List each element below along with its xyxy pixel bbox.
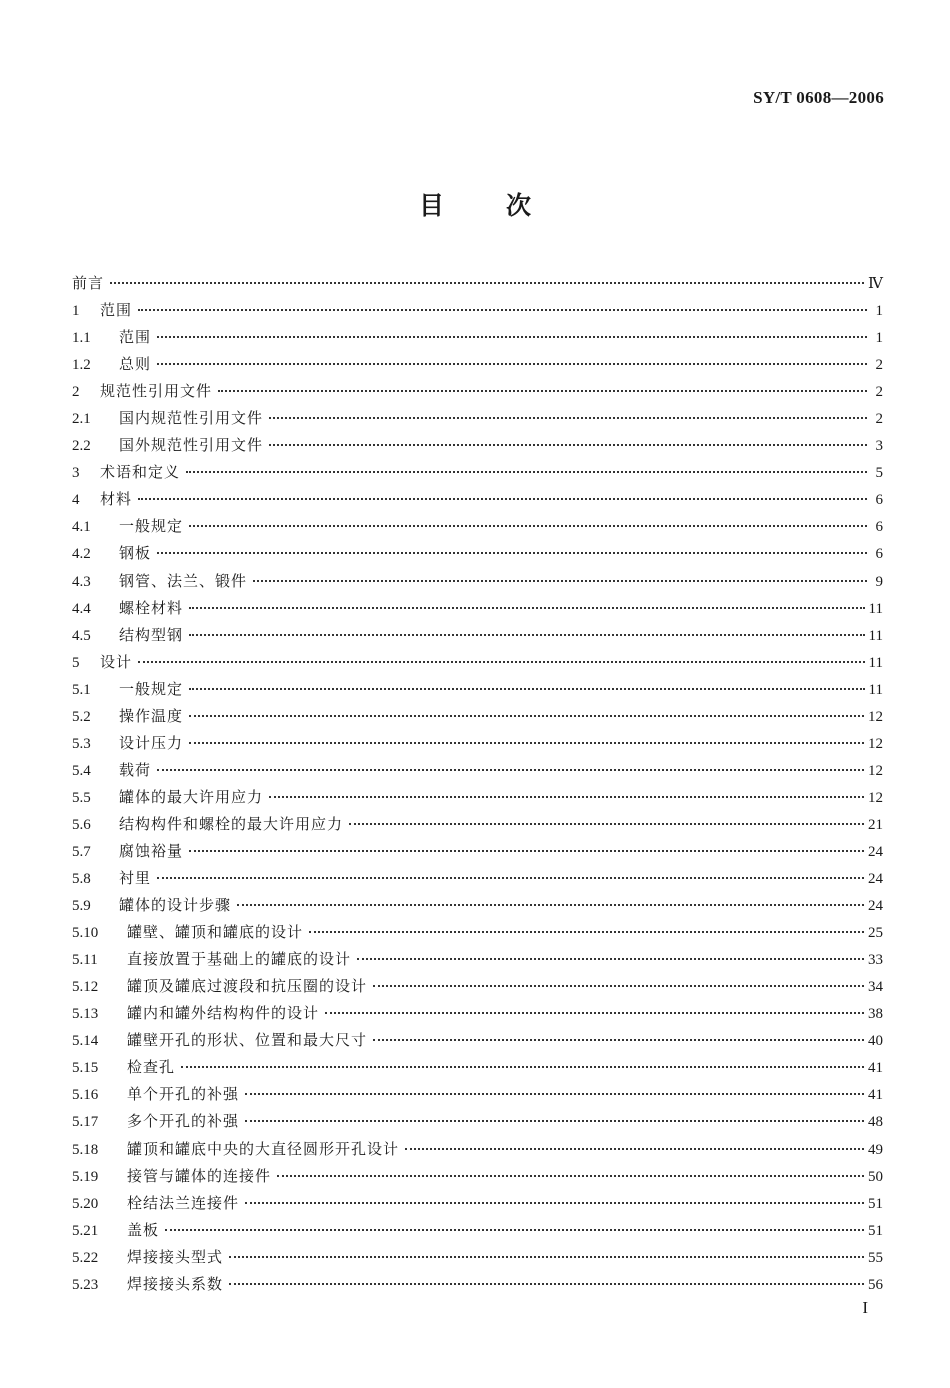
toc-entry-title: 焊接接头系数 — [127, 1274, 224, 1293]
toc-entry-number: 5 — [72, 654, 80, 671]
standard-code: SY/T 0608—2006 — [753, 88, 884, 107]
toc-entry-number: 5.2 — [72, 708, 91, 725]
toc-entry-page: 2 — [875, 384, 883, 401]
toc-entry-page: 5 — [875, 465, 883, 482]
toc-entry-number: 5.8 — [72, 871, 91, 888]
toc-entry[interactable] — [72, 1190, 883, 1217]
toc-entry-page: 11 — [868, 600, 883, 617]
toc-dot-leader — [245, 1093, 864, 1095]
toc-entry-number: 5.7 — [72, 843, 91, 860]
toc-entry-number: 5.4 — [72, 762, 91, 779]
toc-entry-page: 56 — [868, 1276, 883, 1293]
toc-entry-page: 1 — [875, 303, 883, 320]
toc-entry[interactable] — [72, 270, 883, 297]
toc-entry-page: 40 — [868, 1033, 883, 1050]
toc-dot-leader — [157, 336, 867, 338]
toc-entry-title: 罐内和罐外结构构件的设计 — [127, 1004, 320, 1023]
toc-entry[interactable] — [72, 676, 883, 703]
toc-dot-leader — [181, 1066, 864, 1068]
toc-entry-number: 4.3 — [72, 573, 91, 590]
toc-dot-leader — [253, 580, 867, 582]
toc-entry-page: 12 — [868, 735, 883, 752]
toc-entry[interactable] — [72, 378, 883, 405]
toc-entry-page: 49 — [868, 1141, 883, 1158]
toc-dot-leader — [245, 1202, 864, 1204]
toc-dot-leader — [189, 525, 867, 527]
toc-entry-title: 罐顶及罐底过渡段和抗压圈的设计 — [127, 977, 368, 996]
toc-dot-leader — [157, 877, 864, 879]
toc-entry-page: 9 — [875, 573, 883, 590]
toc-entry-number: 1.2 — [72, 357, 91, 374]
toc-entry-number: 5.12 — [72, 979, 99, 996]
toc-entry-page: 51 — [868, 1222, 883, 1239]
toc-entry-number: 5.19 — [72, 1168, 99, 1185]
toc-entry-number: 5.18 — [72, 1141, 99, 1158]
toc-dot-leader — [138, 498, 867, 500]
toc-entry-page: 3 — [875, 438, 883, 455]
toc-entry-title: 范围 — [119, 328, 152, 347]
toc-entry-title: 前言 — [72, 274, 105, 292]
toc-dot-leader — [325, 1012, 864, 1014]
toc-entry-page: 25 — [868, 925, 883, 942]
toc-entry-title: 钢板 — [119, 544, 152, 563]
toc-entry-number: 5.21 — [72, 1222, 99, 1239]
toc-entry[interactable] — [72, 892, 883, 919]
toc-entry[interactable] — [72, 540, 883, 567]
toc-entry-page: 55 — [868, 1249, 883, 1266]
toc-entry-number: 4.4 — [72, 600, 91, 617]
toc-entry[interactable] — [72, 1000, 883, 1027]
toc-dot-leader — [189, 607, 865, 609]
toc-entry-page: 33 — [868, 952, 883, 969]
toc-entry-title: 盖板 — [127, 1220, 160, 1239]
toc-entry-number: 1.1 — [72, 330, 91, 347]
toc-entry-title: 国内规范性引用文件 — [119, 409, 264, 428]
toc-entry-page: 38 — [868, 1006, 883, 1023]
toc-dot-leader — [189, 715, 864, 717]
toc-entry[interactable] — [72, 568, 883, 595]
toc-entry[interactable] — [72, 1217, 883, 1244]
toc-dot-leader — [110, 282, 864, 284]
toc-entry-page: 51 — [868, 1195, 883, 1212]
toc-entry-page: 12 — [868, 789, 883, 806]
toc-entry-title: 栓结法兰连接件 — [127, 1193, 240, 1212]
toc-entry-page: 24 — [868, 898, 883, 915]
toc-entry[interactable] — [72, 946, 883, 973]
toc-dot-leader — [157, 769, 864, 771]
toc-entry-title: 术语和定义 — [100, 463, 181, 482]
toc-entry-number: 1 — [72, 303, 80, 320]
toc-dot-leader — [186, 471, 867, 473]
toc-entry-title: 检查孔 — [127, 1058, 176, 1077]
toc-entry-title: 腐蚀裕量 — [119, 841, 184, 860]
toc-dot-leader — [269, 444, 867, 446]
toc-entry[interactable] — [72, 297, 883, 324]
toc-entry[interactable] — [72, 973, 883, 1000]
toc-dot-leader — [269, 417, 867, 419]
toc-entry[interactable] — [72, 1054, 883, 1081]
toc-entry[interactable] — [72, 351, 883, 378]
toc-entry-page: 21 — [868, 816, 883, 833]
toc-entry-number: 5.6 — [72, 816, 91, 833]
toc-entry-page: 41 — [868, 1087, 883, 1104]
toc-entry-page: 24 — [868, 871, 883, 888]
toc-entry[interactable] — [72, 649, 883, 676]
toc-entry-title: 多个开孔的补强 — [127, 1112, 240, 1131]
toc-dot-leader — [245, 1120, 864, 1122]
toc-dot-leader — [189, 742, 864, 744]
toc-entry-page: 6 — [875, 492, 883, 509]
toc-entry-page: 50 — [868, 1168, 883, 1185]
toc-entry[interactable] — [72, 513, 883, 540]
toc-entry[interactable] — [72, 324, 883, 351]
toc-entry[interactable] — [72, 1163, 883, 1190]
toc-entry[interactable] — [72, 622, 883, 649]
toc-entry[interactable] — [72, 432, 883, 459]
toc-entry-number: 5.3 — [72, 735, 91, 752]
toc-dot-leader — [165, 1229, 864, 1231]
toc-entry-title: 罐壁开孔的形状、位置和最大尺寸 — [127, 1031, 368, 1050]
toc-entry-title: 一般规定 — [119, 517, 184, 536]
toc-entry-page: Ⅳ — [868, 276, 883, 292]
toc-dot-leader — [157, 363, 867, 365]
toc-entry-number: 4 — [72, 492, 80, 509]
toc-entry[interactable] — [72, 1081, 883, 1108]
toc-entry[interactable] — [72, 703, 883, 730]
toc-entry[interactable] — [72, 486, 883, 513]
toc-entry-page: 41 — [868, 1060, 883, 1077]
toc-entry-number: 5.17 — [72, 1114, 99, 1131]
toc-entry[interactable] — [72, 784, 883, 811]
toc-entry[interactable] — [72, 811, 883, 838]
toc-entry-page: 11 — [868, 681, 883, 698]
toc-dot-leader — [405, 1148, 864, 1150]
toc-entry-number: 4.5 — [72, 627, 91, 644]
toc-entry[interactable] — [72, 1108, 883, 1135]
toc-entry-title: 螺栓材料 — [119, 598, 184, 617]
toc-entry-number: 5.1 — [72, 681, 91, 698]
toc-entry-number: 5.22 — [72, 1249, 99, 1266]
toc-entry[interactable] — [72, 865, 883, 892]
toc-entry[interactable] — [72, 838, 883, 865]
toc-dot-leader — [138, 661, 865, 663]
toc-entry-number: 2.2 — [72, 438, 91, 455]
toc-entry[interactable] — [72, 919, 883, 946]
toc-entry-title: 设计压力 — [119, 733, 184, 752]
toc-dot-leader — [189, 634, 865, 636]
toc-entry[interactable] — [72, 405, 883, 432]
toc-dot-leader — [277, 1175, 864, 1177]
toc-entry-number: 5.16 — [72, 1087, 99, 1104]
toc-entry-page: 2 — [875, 411, 883, 428]
toc-entry[interactable] — [72, 730, 883, 757]
toc-entry-number: 5.13 — [72, 1006, 99, 1023]
toc-entry-page: 6 — [875, 546, 883, 563]
toc-entry-title: 罐顶和罐底中央的大直径圆形开孔设计 — [127, 1139, 400, 1158]
toc-entry-number: 5.15 — [72, 1060, 99, 1077]
toc-entry-title: 焊接接头型式 — [127, 1247, 224, 1266]
toc-entry-page: 11 — [868, 654, 883, 671]
toc-entry-number: 2.1 — [72, 411, 91, 428]
toc-entry-title: 罐体的最大许用应力 — [119, 787, 264, 806]
toc-entry-title: 规范性引用文件 — [100, 382, 213, 401]
toc-entry-number: 4.2 — [72, 546, 91, 563]
toc-dot-leader — [218, 390, 867, 392]
toc-entry-number: 5.10 — [72, 925, 99, 942]
toc-entry[interactable] — [72, 1136, 883, 1163]
toc-entry-title: 总则 — [119, 355, 152, 374]
toc-entry-title: 范围 — [100, 301, 133, 320]
toc-entry-title: 结构构件和螺栓的最大许用应力 — [119, 814, 344, 833]
toc-entry-title: 罐壁、罐顶和罐底的设计 — [127, 923, 304, 942]
toc-dot-leader — [138, 309, 867, 311]
toc-entry-page: 1 — [875, 330, 883, 347]
toc-dot-leader — [157, 552, 867, 554]
toc-entry-title: 结构型钢 — [119, 625, 184, 644]
toc-entry-page: 12 — [868, 708, 883, 725]
toc-entry-page: 24 — [868, 843, 883, 860]
toc-dot-leader — [189, 688, 865, 690]
toc-entry-number: 3 — [72, 465, 80, 482]
toc-dot-leader — [373, 1039, 864, 1041]
toc-entry[interactable] — [72, 459, 883, 486]
toc-dot-leader — [349, 823, 864, 825]
toc-entry-title: 国外规范性引用文件 — [119, 436, 264, 455]
toc-entry-number: 2 — [72, 384, 80, 401]
toc-entry-number: 5.14 — [72, 1033, 99, 1050]
toc-entry-number: 5.23 — [72, 1276, 99, 1293]
toc-entry-title: 单个开孔的补强 — [127, 1085, 240, 1104]
toc-dot-leader — [269, 796, 864, 798]
toc-entry-page: 6 — [875, 519, 883, 536]
page-title: 目次 — [418, 191, 593, 220]
toc-entry-title: 操作温度 — [119, 706, 184, 725]
toc-entry-page: 11 — [868, 627, 883, 644]
toc-entry[interactable] — [72, 1244, 883, 1271]
toc-entry-number: 5.20 — [72, 1195, 99, 1212]
toc-entry-page: 48 — [868, 1114, 883, 1131]
toc-entry[interactable] — [72, 1027, 883, 1054]
toc-entry-page: 34 — [868, 979, 883, 996]
table-of-contents — [72, 270, 883, 1298]
toc-entry-number: 5.5 — [72, 789, 91, 806]
toc-entry-title: 接管与罐体的连接件 — [127, 1166, 272, 1185]
toc-entry-number: 4.1 — [72, 519, 91, 536]
toc-dot-leader — [229, 1256, 864, 1258]
toc-entry-number: 5.11 — [72, 952, 98, 969]
toc-dot-leader — [229, 1283, 864, 1285]
toc-dot-leader — [373, 985, 864, 987]
toc-entry-title: 设计 — [100, 652, 133, 671]
toc-entry-number: 5.9 — [72, 898, 91, 915]
page-number: I — [862, 1298, 868, 1317]
toc-dot-leader — [309, 931, 864, 933]
toc-dot-leader — [357, 958, 864, 960]
toc-entry-title: 衬里 — [119, 869, 152, 888]
toc-entry-page: 12 — [868, 762, 883, 779]
toc-entry-title: 载荷 — [119, 760, 152, 779]
toc-dot-leader — [237, 904, 864, 906]
toc-dot-leader — [189, 850, 864, 852]
toc-entry-page: 2 — [875, 357, 883, 374]
toc-entry[interactable] — [72, 1271, 883, 1298]
toc-entry-title: 一般规定 — [119, 679, 184, 698]
toc-entry-title: 罐体的设计步骤 — [119, 896, 232, 915]
toc-entry[interactable] — [72, 595, 883, 622]
toc-entry-title: 直接放置于基础上的罐底的设计 — [127, 950, 352, 969]
toc-entry[interactable] — [72, 757, 883, 784]
toc-entry-title: 钢管、法兰、锻件 — [119, 571, 248, 590]
toc-entry-title: 材料 — [100, 490, 133, 509]
